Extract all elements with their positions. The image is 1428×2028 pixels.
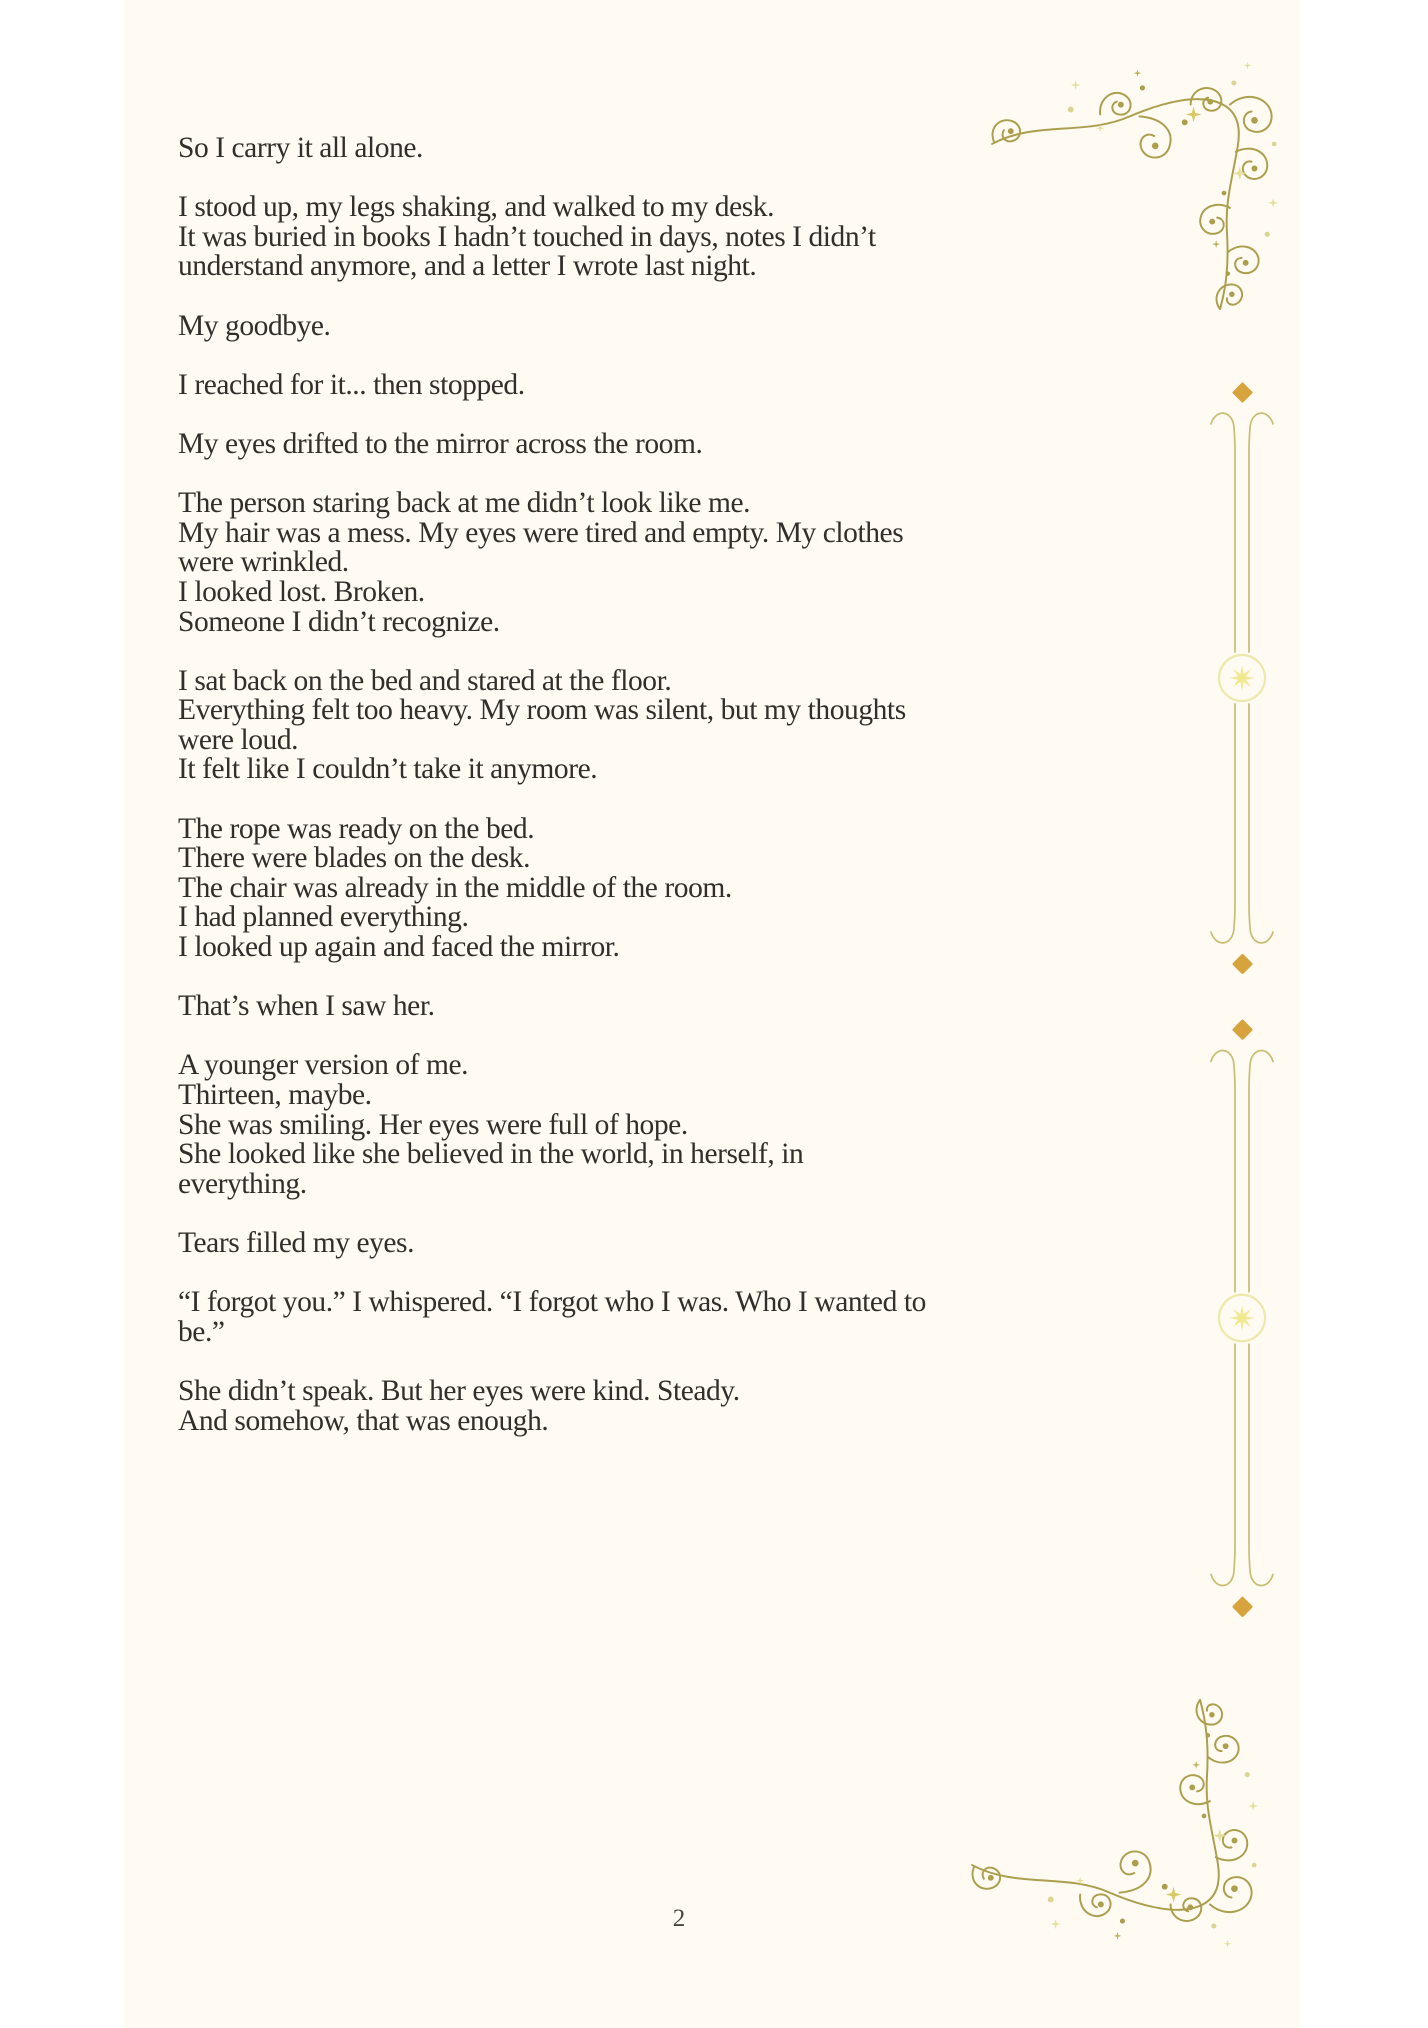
text-line: “I forgot you.” I whispered. “I forgot who I was. Who I wanted to [178, 1286, 926, 1319]
paragraph [178, 1288, 1058, 1347]
text-line: A younger version of me. [178, 1049, 469, 1082]
text-line: understand anymore, and a letter I wrote last night. [178, 250, 757, 283]
text-line: The rope was ready on the bed. [178, 812, 535, 845]
text-line: It was buried in books I hadn’t touched in days, notes I didn’t [178, 220, 876, 253]
text-line: I stood up, my legs shaking, and walked to my desk. [178, 191, 775, 224]
paragraph [178, 1051, 1058, 1199]
text-line: Thirteen, maybe. [178, 1079, 372, 1111]
text-line: Everything felt too heavy. My room was silent, but my thoughts [178, 694, 906, 727]
text-line: There were blades on the desk. [178, 842, 531, 875]
paragraph [178, 812, 1058, 964]
text-line: She looked like she believed in the world, in herself, in [178, 1138, 804, 1171]
text-line: Tears filled my eyes. [178, 1226, 415, 1259]
paragraph [178, 368, 1058, 401]
corner-flourish-bottom-right-icon [962, 1698, 1277, 1983]
paragraph [178, 427, 1058, 460]
body-text [178, 134, 1058, 1466]
text-line: be.” [178, 1315, 225, 1348]
text-line: It felt like I couldn’t take it anymore. [178, 753, 598, 786]
text-line: I looked lost. Broken. [178, 575, 425, 608]
text-line: My hair was a mess. My eyes were tired and empty. My clothes [178, 516, 904, 549]
text-line: The person staring back at me didn’t look like me. [178, 487, 751, 520]
text-line: So I carry it all alone. [178, 132, 423, 164]
paragraph [178, 309, 1058, 342]
text-line: She didn’t speak. But her eyes were kind. Steady. [178, 1374, 740, 1407]
text-line: She was smiling. Her eyes were full of hope. [178, 1108, 688, 1141]
text-line: And somehow, that was enough. [178, 1404, 549, 1437]
paragraph [178, 664, 1058, 786]
paragraph [178, 1374, 1058, 1437]
paragraph [178, 489, 1058, 637]
text-line: I had planned everything. [178, 901, 469, 934]
page-sheet [124, 0, 1300, 2028]
text-line: Someone I didn’t recognize. [178, 605, 500, 638]
paragraph [178, 193, 1058, 282]
text-line: My eyes drifted to the mirror across the room. [178, 427, 703, 460]
side-rule-ornament-lower-icon [1202, 1015, 1282, 1621]
page-number: 2 [672, 1905, 686, 1932]
text-line: The chair was already in the middle of the room. [178, 871, 732, 904]
text-line: That’s when I saw her. [178, 990, 435, 1023]
text-line: I reached for it... then stopped. [178, 368, 525, 401]
paragraph [178, 992, 1058, 1022]
text-line: were wrinkled. [178, 546, 349, 579]
text-line: were loud. [178, 723, 299, 756]
side-rule-ornament-upper-icon [1202, 378, 1282, 978]
text-line: I looked up again and faced the mirror. [178, 931, 620, 964]
paragraph [178, 1226, 1058, 1259]
paragraph [178, 134, 1058, 164]
text-line: My goodbye. [178, 309, 331, 342]
text-line: everything. [178, 1167, 307, 1200]
text-line: I sat back on the bed and stared at the floor. [178, 664, 672, 697]
